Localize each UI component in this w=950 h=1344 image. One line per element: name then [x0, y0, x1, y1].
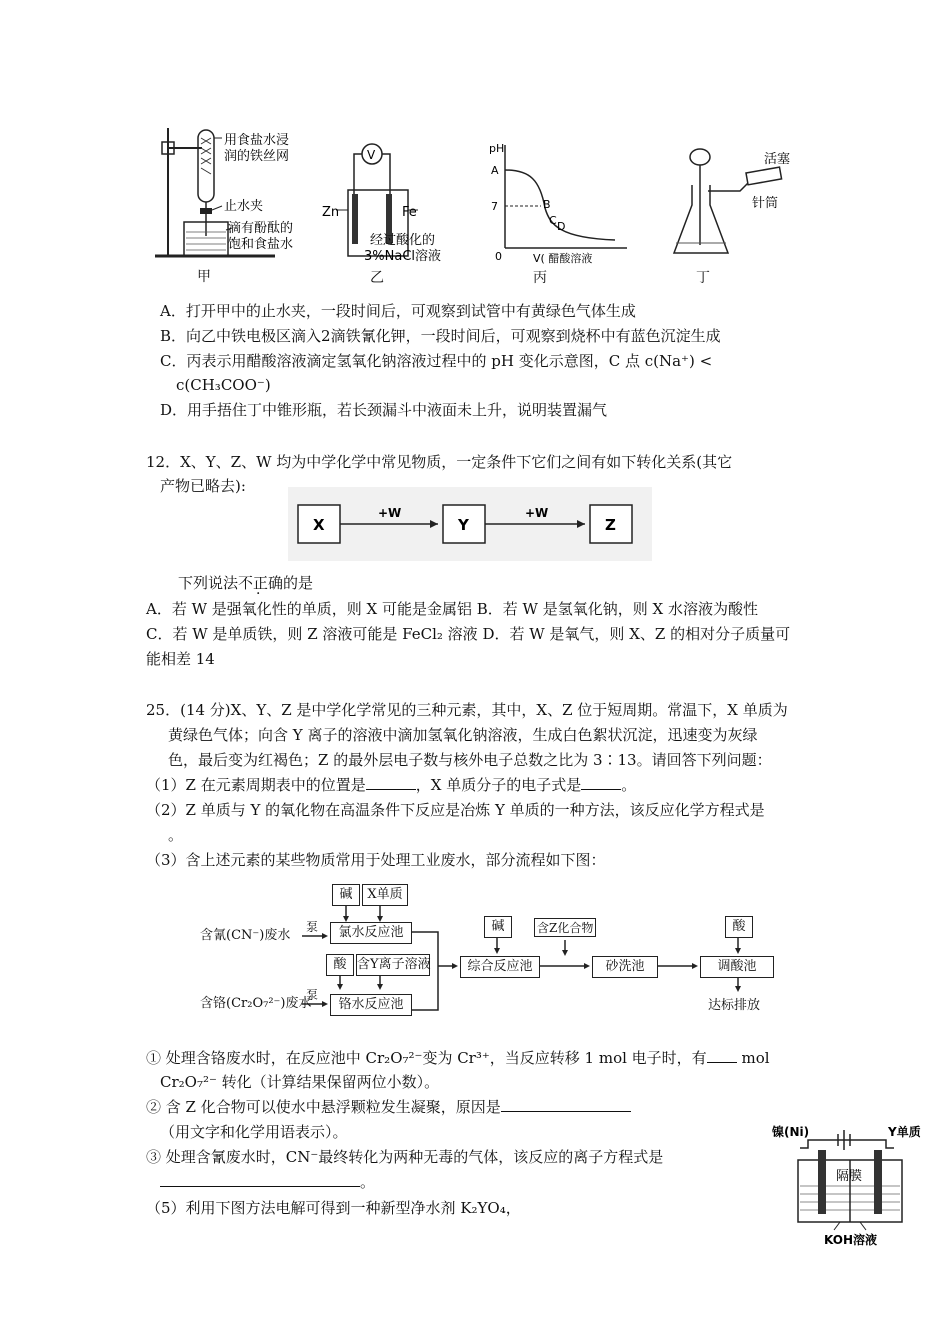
chlorine-reaction-tank: 氯水反应池	[330, 922, 412, 944]
label-y: Y	[458, 516, 469, 534]
figure-jia	[150, 118, 320, 293]
jia-text-2: 润的铁丝网	[224, 149, 290, 164]
pump-2: 泵	[306, 988, 319, 1002]
answer-blank-1[interactable]	[366, 775, 416, 790]
figure-yi-cell	[322, 140, 482, 270]
point-c: C	[549, 214, 557, 227]
q25-part-1-text-2: ，X 单质分子的电子式是	[415, 776, 582, 794]
q25-part-1-end: 。	[621, 776, 637, 794]
q25-sub-1-unit: mol	[741, 1049, 770, 1067]
q25-part-3: （3）含上述元素的某些物质常用于处理工业废水，部分流程如下图：	[146, 851, 606, 869]
answer-blank-2[interactable]	[581, 775, 621, 790]
bing-label: 丙	[533, 270, 547, 286]
tick-7: 7	[491, 200, 498, 213]
q25-sub-1	[146, 1048, 770, 1068]
reagent-acid-2: 酸	[725, 916, 753, 938]
q12-options-cd-cont: 能相差 14	[146, 650, 215, 668]
x-axis-label: V( 醋酸溶液	[533, 252, 593, 265]
ph-adjust-tank: 调酸池	[700, 956, 774, 978]
answer-blank-5[interactable]	[160, 1172, 360, 1187]
point-b: B	[543, 198, 551, 211]
chromium-wastewater: 含铬(Cr₂O₇²⁻)废水	[200, 996, 312, 1011]
q25-sub-3: ③ 处理含氰废水时，CN⁻最终转化为两种无毒的气体，该反应的离子方程式是	[146, 1148, 664, 1166]
q12-stem: 12．X、Y、Z、W 均为中学化学中常见物质，一定条件下它们之间有如下转化关系(其它	[146, 453, 733, 471]
q12-options-cd: C．若 W 是单质铁，则 Z 溶液可能是 FeCl₂ 溶液 D．若 W 是氧气，则 X、Z 的相对分子质量可	[146, 625, 791, 643]
q12-ask-emphasis: 不正确	[238, 574, 284, 592]
electrolysis-cell	[770, 1120, 930, 1250]
q25-sub-3-end: 。	[360, 1173, 376, 1191]
fe-label: Fe	[402, 205, 417, 220]
q12-ask	[178, 573, 313, 593]
reagent-y-ion: 含Y离子溶液	[356, 954, 430, 976]
figure-jia-apparatus	[150, 118, 320, 268]
jia-text-4: 滴有酚酞的	[228, 221, 294, 236]
arrow-label-w2: +W	[525, 506, 549, 520]
q25-part-2-end: 。	[168, 826, 184, 844]
ding-text-2: 针筒	[752, 196, 779, 211]
reagent-x-element: X单质	[362, 884, 408, 906]
answer-blank-3[interactable]	[707, 1048, 737, 1063]
sand-wash-tank: 砂洗池	[592, 956, 658, 978]
chromium-reaction-tank: 铬水反应池	[330, 994, 412, 1016]
point-d: D	[557, 220, 566, 233]
q12-ask-post: 的是	[283, 574, 314, 592]
q25-stem-1: 25．(14 分)X、Y、Z 是中学化学常见的三种元素，其中，X、Z 位于短周期。常温下，X 单质为	[146, 701, 788, 719]
q25-sub-2-cont: （用文字和化学用语表示）。	[160, 1123, 348, 1141]
reagent-acid-1: 酸	[326, 954, 354, 976]
point-a: A	[491, 164, 499, 177]
ding-text-1: 活塞	[764, 152, 791, 167]
q25-stem-2: 黄绿色气体；向含 Y 离子的溶液中滴加氢氧化钠溶液，生成白色絮状沉淀，迅速变为灰绿	[168, 726, 758, 744]
jia-text-5: 饱和食盐水	[228, 237, 294, 252]
q25-part-1-text: （1）Z 在元素周期表中的位置是	[146, 776, 366, 794]
origin-0: 0	[495, 250, 502, 263]
z-compound: 含Z化合物	[534, 918, 596, 937]
q11-option-d: D．用手捂住丁中锥形瓶，若长颈漏斗中液面未上升，说明装置漏气	[160, 401, 608, 419]
jia-text-1: 用食盐水浸	[224, 133, 290, 148]
jia-label: 甲	[197, 269, 211, 285]
q11-option-b: B．向乙中铁电极区滴入2滴铁氰化钾，一段时间后，可观察到烧杯中有蓝色沉淀生成	[160, 327, 721, 345]
arrow-label-w1: +W	[378, 506, 402, 520]
ding-label: 丁	[696, 270, 710, 286]
q12-stem-cont: 产物已略去):	[160, 477, 246, 495]
compliant-discharge: 达标排放	[708, 998, 761, 1013]
cell-nickel-label: 镍(Ni)	[772, 1125, 810, 1139]
zn-label: Zn	[322, 205, 340, 220]
figure-ding	[668, 145, 808, 295]
q25-sub-1-text: ① 处理含铬废水时，在反应池中 Cr₂O₇²⁻变为 Cr³⁺，当反应转移 1 mol 电子时，有	[146, 1049, 707, 1067]
figure-ding-apparatus	[668, 145, 808, 267]
q25-part-1	[146, 775, 636, 795]
q11-option-c: C．丙表示用醋酸溶液滴定氢氧化钠溶液过程中的 pH 变化示意图，C 点 c(Na⁺) <	[160, 352, 713, 370]
answer-blank-4[interactable]	[501, 1097, 631, 1112]
q11-option-a: A．打开甲中的止水夹，一段时间后，可观察到试管中有黄绿色气体生成	[160, 302, 636, 320]
reagent-base-2: 碱	[484, 916, 512, 938]
q25-sub-2-text: ② 含 Z 化合物可以使水中悬浮颗粒发生凝聚，原因是	[146, 1098, 501, 1116]
q12-ask-pre: 下列说法	[178, 574, 239, 592]
q11-option-c-cont: c(CH₃COO⁻)	[176, 376, 271, 394]
cell-y-label: Y单质	[888, 1125, 921, 1139]
q25-sub-1-cont: Cr₂O₇²⁻ 转化（计算结果保留两位小数）。	[160, 1073, 440, 1091]
voltmeter-v: V	[367, 148, 376, 162]
cell-membrane-label: 隔膜	[836, 1169, 863, 1184]
combined-reaction-tank: 综合反应池	[460, 956, 540, 978]
label-z: Z	[605, 516, 616, 534]
wastewater-flowchart	[200, 880, 790, 1030]
reagent-base-1: 碱	[332, 884, 360, 906]
cell-koh-label: KOH溶液	[824, 1233, 878, 1247]
figure-yi	[322, 140, 482, 295]
q25-sub-2	[146, 1097, 631, 1117]
ph-axis-label: pH	[489, 142, 505, 155]
q12-diagram	[288, 487, 652, 561]
yi-text-1: 经过酸化的	[370, 233, 436, 248]
pump-1: 泵	[306, 920, 319, 934]
jia-text-3: 止水夹	[224, 199, 264, 214]
q25-part-2: （2）Z 单质与 Y 的氧化物在高温条件下反应是冶炼 Y 单质的一种方法，该反应化学方程式是	[146, 801, 765, 819]
q25-stem-3: 色，最后变为红褐色；Z 的最外层电子数与核外电子总数之比为 3∶13。请回答下列问题：	[168, 751, 772, 769]
figure-bing-graph	[485, 140, 635, 265]
q25-sub-3-cont	[160, 1172, 375, 1192]
label-x: X	[313, 516, 325, 534]
yi-label: 乙	[370, 270, 384, 286]
q25-part-5: （5）利用下图方法电解可得到一种新型净水剂 K₂YO₄，	[146, 1199, 521, 1217]
cyanide-wastewater: 含氰(CN⁻)废水	[200, 928, 291, 943]
yi-text-2: 3%NaCl溶液	[364, 249, 442, 264]
figure-bing	[485, 140, 635, 295]
q12-options-ab: A．若 W 是强氧化性的单质，则 X 可能是金属铝 B．若 W 是氢氧化钠，则 X 水溶液为酸性	[146, 600, 758, 618]
